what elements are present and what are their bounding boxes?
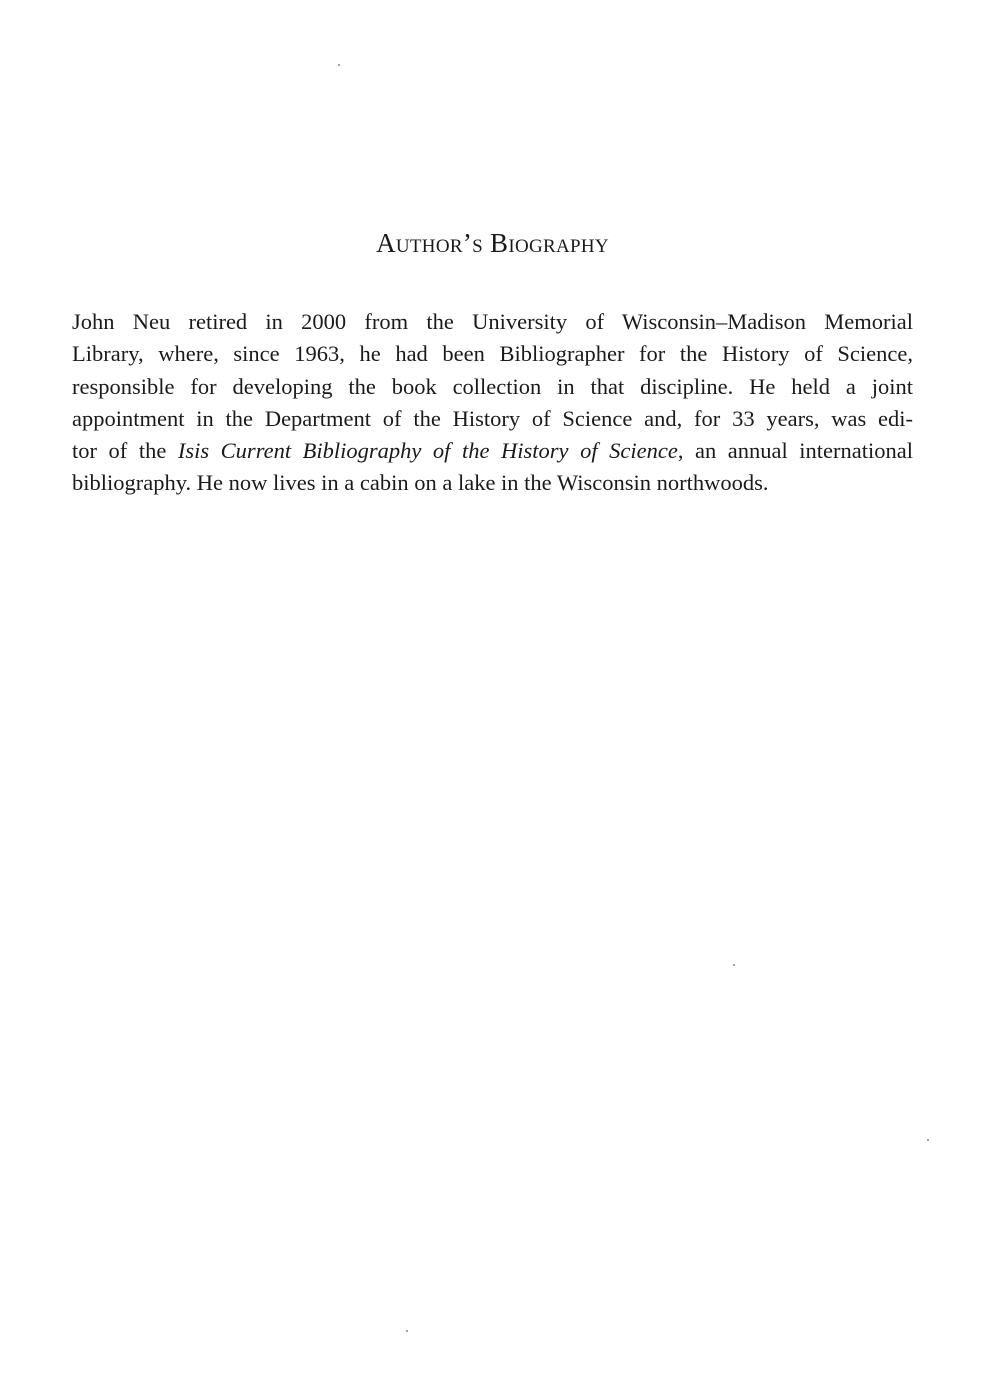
publication-title: Isis Current Bibliography of the History of Science xyxy=(177,438,678,464)
scan-speck xyxy=(927,1139,929,1141)
bio-line: appointment in the Department of the History of Science and, for 33 years, was edi- xyxy=(72,405,913,431)
bio-text: tor of the xyxy=(72,438,178,464)
biography-paragraph xyxy=(72,306,913,500)
bio-line-with-title xyxy=(72,435,913,467)
bio-line: John Neu retired in 2000 from the University of Wisconsin–Madison Memorial xyxy=(72,309,913,334)
bio-line: responsible for developing the book collection in that discipline. He held a joint xyxy=(72,373,913,399)
bio-text: , an annual international xyxy=(677,438,913,464)
scan-speck xyxy=(733,964,735,966)
bio-line: bibliography. He now lives in a cabin on a lake in the Wisconsin northwoods. xyxy=(72,470,769,496)
bio-line: Library, where, since 1963, he had been Bibliographer for the History of Science, xyxy=(72,341,913,367)
page-title: Author’s Biography xyxy=(376,228,609,258)
scan-speck xyxy=(406,1330,408,1332)
scan-speck xyxy=(338,64,340,66)
